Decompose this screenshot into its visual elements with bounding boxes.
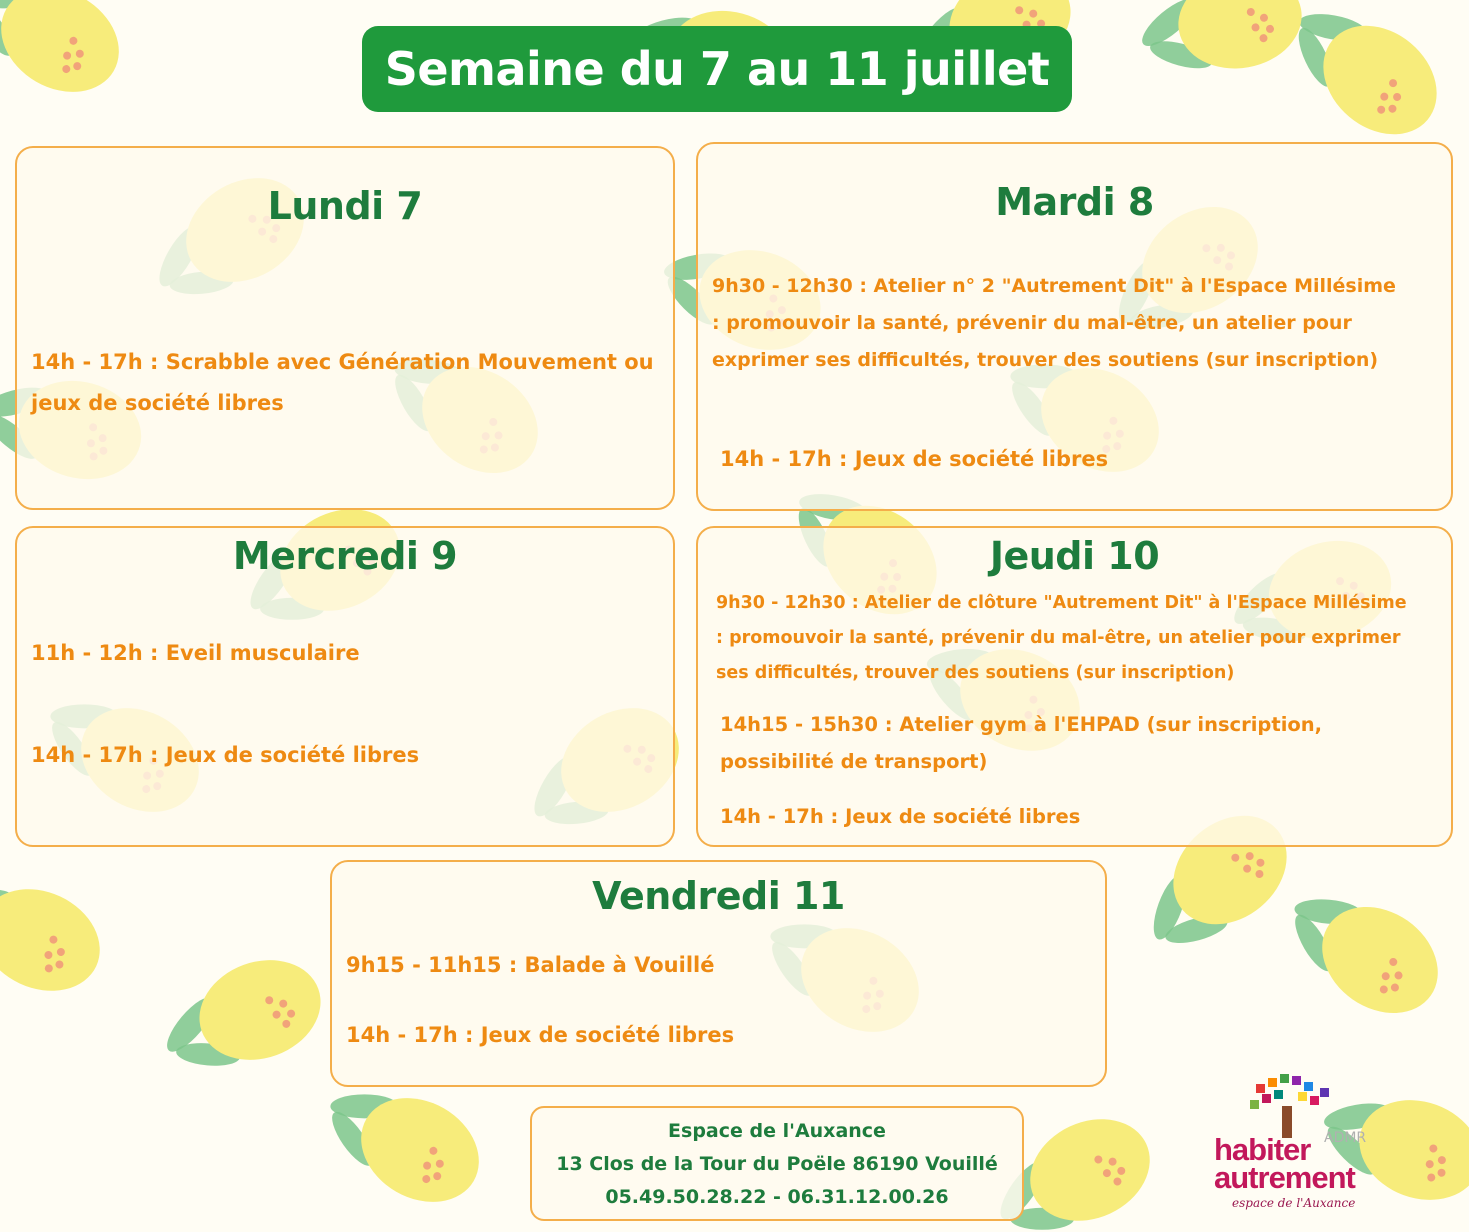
venue-name: Espace de l'Auxance (668, 1120, 886, 1142)
activity-text: 14h - 17h : Scrabble avec Génération Mouvement ou (31, 350, 654, 374)
activity-text: : promouvoir la santé, prévenir du mal-être, un atelier pour (712, 312, 1352, 334)
activity-text: possibilité de transport) (720, 750, 988, 773)
activity-text: 14h - 17h : Jeux de société libres (720, 805, 1081, 828)
activity-text: 11h - 12h : Eveil musculaire (31, 641, 360, 665)
activity-jeudi-1 (716, 586, 1407, 691)
activity-text: 14h - 17h : Jeux de société libres (720, 447, 1109, 471)
activity-text: ses difficultés, trouver des soutiens (sur inscription) (716, 663, 1235, 683)
lemon-decoration (0, 852, 116, 1010)
activity-text: 9h30 - 12h30 : Atelier n° 2 "Autrement Dit" à l'Espace Millésime (712, 275, 1396, 297)
venue-phones: 05.49.50.28.22 - 06.31.12.00.26 (605, 1186, 949, 1208)
activity-mercredi-2 (31, 740, 419, 770)
day-card-jeudi (696, 526, 1453, 847)
admr-label: ADMR (1324, 1130, 1367, 1146)
day-card-mardi (696, 142, 1453, 511)
day-card-mercredi (15, 526, 675, 847)
day-heading-vendredi: Vendredi 11 (592, 874, 845, 918)
activity-mercredi-1 (31, 638, 360, 668)
lemon-decoration (144, 944, 334, 1091)
week-title: Semaine du 7 au 11 juillet (384, 42, 1050, 96)
activity-mardi-1 (712, 268, 1396, 379)
day-heading-jeudi: Jeudi 10 (989, 534, 1160, 578)
habiter-autrement-logo (1212, 1066, 1382, 1216)
brand-line-2: autrement (1214, 1160, 1355, 1195)
lemon-decoration (1266, 860, 1458, 1035)
activity-text: : promouvoir la santé, prévenir du mal-être, un atelier pour exprimer (716, 628, 1401, 648)
activity-mardi-2 (720, 444, 1108, 474)
day-card-vendredi (330, 860, 1107, 1087)
week-title-banner (362, 26, 1072, 112)
activity-text: 14h - 17h : Jeux de société libres (31, 743, 420, 767)
activity-lundi-1 (31, 342, 654, 424)
day-heading-mardi: Mardi 8 (995, 180, 1154, 224)
venue-address: 13 Clos de la Tour du Poële 86190 Vouillé (556, 1153, 998, 1175)
day-heading-lundi: Lundi 7 (267, 184, 423, 228)
activity-text: 9h30 - 12h30 : Atelier de clôture "Autrement Dit" à l'Espace Millésime (716, 593, 1407, 613)
activity-text: 14h - 17h : Jeux de société libres (346, 1023, 735, 1047)
lemon-decoration (0, 0, 138, 113)
contact-box (530, 1106, 1024, 1221)
activity-text: 9h15 - 11h15 : Balade à Vouillé (346, 953, 715, 977)
activity-vendredi-2 (346, 1020, 734, 1050)
activity-vendredi-1 (346, 950, 714, 980)
brand-line-1: habiter (1214, 1132, 1311, 1167)
activity-jeudi-3 (720, 802, 1080, 832)
activity-text: exprimer ses difficultés, trouver des soutiens (sur inscription) (712, 349, 1379, 371)
logo-tagline: espace de l'Auxance (1232, 1196, 1356, 1210)
lemon-decoration (1128, 0, 1310, 86)
day-heading-mercredi: Mercredi 9 (232, 534, 458, 578)
activity-jeudi-2 (720, 706, 1322, 780)
day-card-lundi (15, 146, 675, 510)
activity-text: 14h15 - 15h30 : Atelier gym à l'EHPAD (sur inscription, (720, 713, 1323, 736)
activity-text: jeux de société libres (31, 391, 284, 415)
